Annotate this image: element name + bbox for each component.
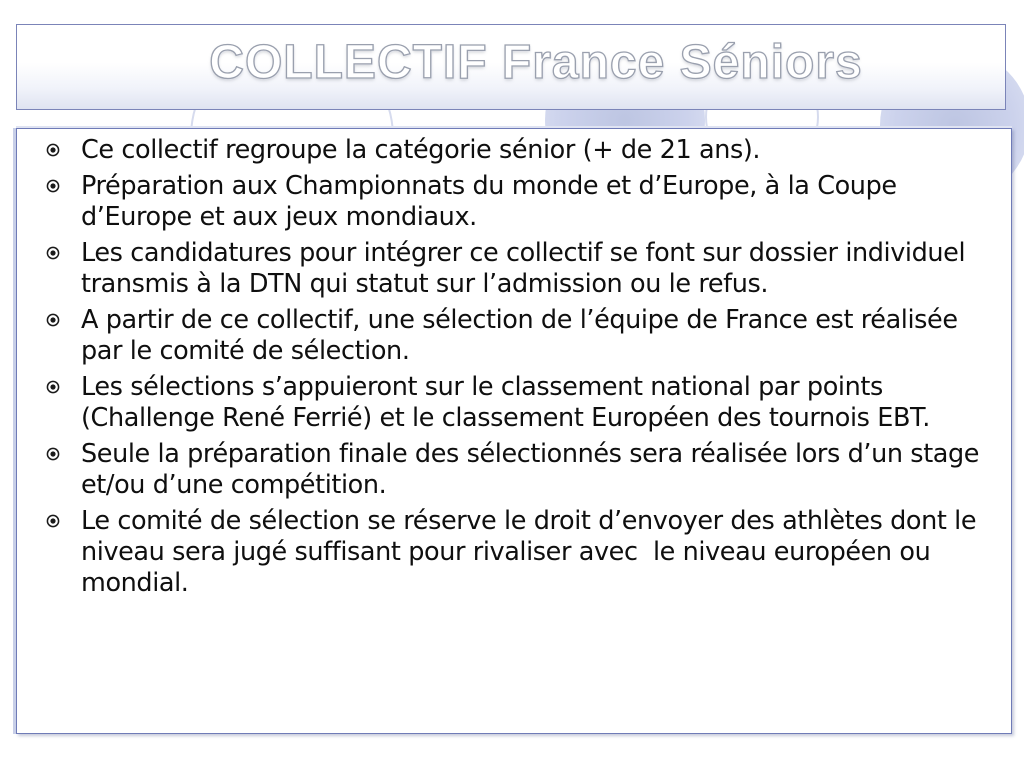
circled-dot-icon (25, 439, 81, 469)
slide-title: COLLECTIF France Séniors (209, 36, 863, 89)
bullet-text: Les sélections s’appuieront sur le classement national par points (Challenge René Ferrié) et le classement Européen des tournois EBT. (81, 372, 930, 433)
content-panel (16, 128, 1012, 734)
circled-dot-icon (25, 372, 81, 402)
bullet-text: Le comité de sélection se réserve le droit d’envoyer des athlètes dont le niveau sera jugé suffisant pour rivaliser avec le niveau européen ou mondial. (81, 506, 984, 598)
bullet-item (25, 171, 997, 233)
bullet-item (25, 439, 997, 501)
bullet-item (25, 506, 997, 599)
circled-dot-icon (25, 135, 81, 165)
bullet-text: Ce collectif regroupe la catégorie sénior (+ de 21 ans). (81, 135, 761, 165)
bullet-text: Les candidatures pour intégrer ce collectif se font sur dossier individuel transmis à la DTN qui statut sur l’admission ou le refus. (81, 238, 973, 299)
bullet-text: Préparation aux Championnats du monde et d’Europe, à la Coupe d’Europe et aux jeux mondiaux. (81, 171, 905, 232)
circled-dot-icon (25, 305, 81, 335)
circled-dot-icon (25, 506, 81, 536)
circled-dot-icon (25, 238, 81, 268)
bullet-item (25, 372, 997, 434)
bullet-text: A partir de ce collectif, une sélection de l’équipe de France est réalisée par le comité de sélection. (81, 305, 966, 366)
bullet-list (17, 129, 1011, 599)
title-panel (16, 24, 1006, 110)
circled-dot-icon (25, 171, 81, 201)
bullet-item (25, 305, 997, 367)
bullet-item (25, 238, 997, 300)
bullet-text: Seule la préparation finale des sélectionnés sera réalisée lors d’un stage et/ou d’une compétition. (81, 439, 987, 500)
bullet-item (25, 135, 997, 166)
